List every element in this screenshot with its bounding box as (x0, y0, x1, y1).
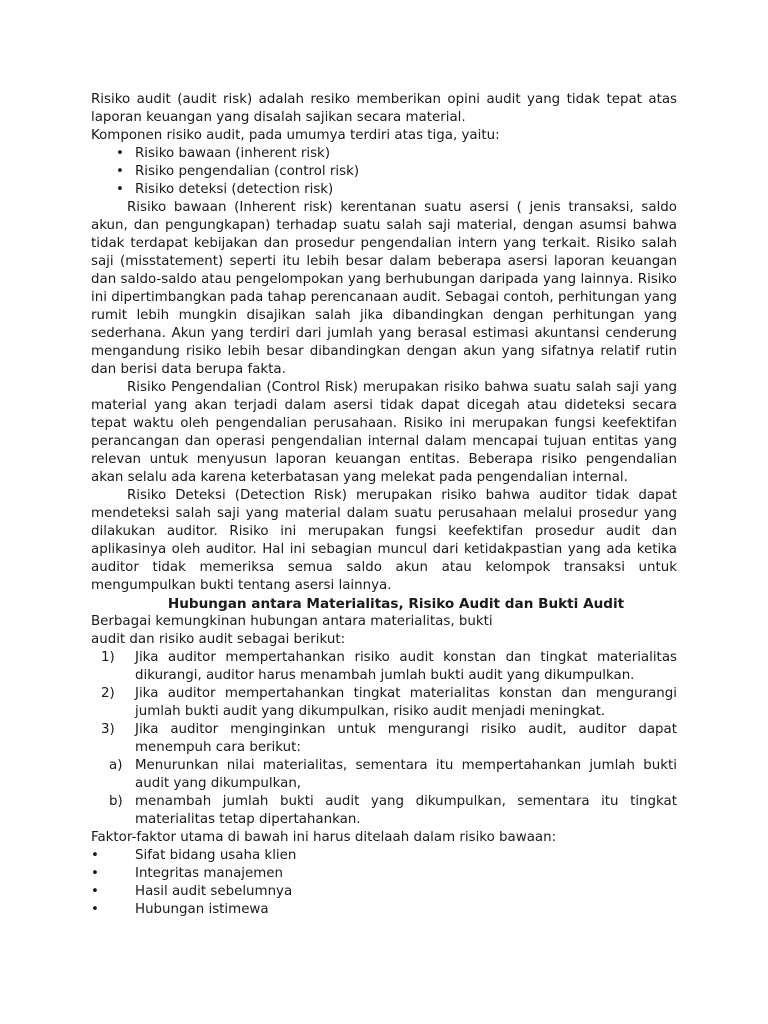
list-item-text: Jika auditor mempertahankan risiko audit konstan dan tingkat materialitas dikurangi, auditor harus menambah jumlah bukti audit yang dikumpulkan. (135, 650, 677, 683)
list-item: • Hubungan istimewa (91, 901, 677, 919)
sub-list-item (91, 757, 677, 793)
list-item (91, 685, 677, 721)
inherent-risk-paragraph: Risiko bawaan (Inherent risk) kerentanan suatu asersi ( jenis transaksi, saldo akun, dan pengungkapan) terhadap suatu salah saji material, dengan asumsi bahwa tidak terdapat kebijakan dan prosedur pengendalian intern yang terkait. Risiko salah saji (misstatement) seperti itu lebih besar dalam beberapa asersi laporan keuangan dan saldo-saldo atau pengelompokan yang berhubungan daripada yang lainnya. Risiko ini dipertimbangkan pada tahap perencanaan audit. Sebagai contoh, perhitungan yang rumit lebih mungkin disajikan salah jika dibandingkan dengan perhitungan yang sederhana. Akun yang terdiri dari jumlah yang berasal estimasi akuntansi cenderung mengandung risiko lebih besar dibandingkan dengan akun yang sifatnya relatif rutin dan berisi data berupa fakta. (91, 200, 677, 377)
relationship-list (91, 649, 677, 829)
control-risk-paragraph: Risiko Pengendalian (Control Risk) merupakan risiko bahwa suatu salah saji yang material yang akan terjadi dalam asersi tidak dapat dicegah atau dideteksi secara tepat waktu oleh pengendalian perusahaan. Risiko ini merupakan fungsi keefektifan perancangan dan operasi pengendalian internal dalam mencapai tujuan entitas yang relevan untuk menyusun laporan keuangan entitas. Beberapa risiko pengendalian akan selalu ada karena keterbatasan yang melekat pada pengendalian internal. (91, 380, 677, 485)
list-item: • Risiko deteksi (detection risk) (91, 181, 677, 199)
section-intro-line-1: Berbagai kemungkinan hubungan antara materialitas, bukti (91, 614, 493, 629)
list-marker: b) (109, 794, 123, 809)
list-item: • Risiko pengendalian (control risk) (91, 163, 677, 181)
list-item: • Hasil audit sebelumnya (91, 883, 677, 901)
list-marker: 1) (101, 650, 115, 665)
list-item-text: Menurunkan nilai materialitas, sementara itu mempertahankan jumlah bukti audit yang dikumpulkan, (135, 758, 677, 791)
list-item-text: Jika auditor menginginkan untuk mengurangi risiko audit, auditor dapat menempuh cara berikut: (135, 722, 677, 755)
components-intro: Komponen risiko audit, pada umumya terdiri atas tiga, yaitu: (91, 128, 500, 143)
list-item (91, 649, 677, 685)
factors-intro: Faktor-faktor utama di bawah ini harus ditelaah dalam risiko bawaan: (91, 830, 557, 845)
list-marker: 3) (101, 722, 115, 737)
sub-list-item (91, 793, 677, 829)
list-marker: a) (109, 758, 123, 773)
list-item: • Sifat bidang usaha klien (91, 847, 677, 865)
risk-components-list (91, 145, 677, 199)
detection-risk-paragraph: Risiko Deteksi (Detection Risk) merupakan risiko bahwa auditor tidak dapat mendeteksi salah saji yang material dalam suatu perusahaan melalui prosedur yang dilakukan auditor. Risiko ini merupakan fungsi keefektifan prosedur audit dan aplikasinya oleh auditor. Hal ini sebagian muncul dari ketidakpastian yang ada ketika auditor tidak memeriksa semua saldo akun atau kelompok transaksi untuk mengumpulkan bukti tentang asersi lainnya. (91, 488, 677, 593)
audit-risk-definition: Risiko audit (audit risk) adalah resiko memberikan opini audit yang tidak tepat atas laporan keuangan yang disalah sajikan secara material. (91, 92, 677, 125)
list-item-text: Jika auditor mempertahankan tingkat materialitas konstan dan mengurangi jumlah bukti audit yang dikumpulkan, risiko audit menjadi meningkat. (135, 686, 677, 719)
list-item: • Integritas manajemen (91, 865, 677, 883)
factors-list (91, 847, 677, 919)
section-intro-line-2: audit dan risiko audit sebagai berikut: (91, 632, 346, 647)
list-marker: 2) (101, 686, 115, 701)
list-item (91, 721, 677, 757)
list-item-text: menambah jumlah bukti audit yang dikumpulkan, sementara itu tingkat materialitas tetap dipertahankan. (135, 794, 677, 827)
section-heading: Hubungan antara Materialitas, Risiko Audit dan Bukti Audit (167, 596, 625, 612)
document-body (91, 91, 677, 919)
list-item: • Risiko bawaan (inherent risk) (91, 145, 677, 163)
